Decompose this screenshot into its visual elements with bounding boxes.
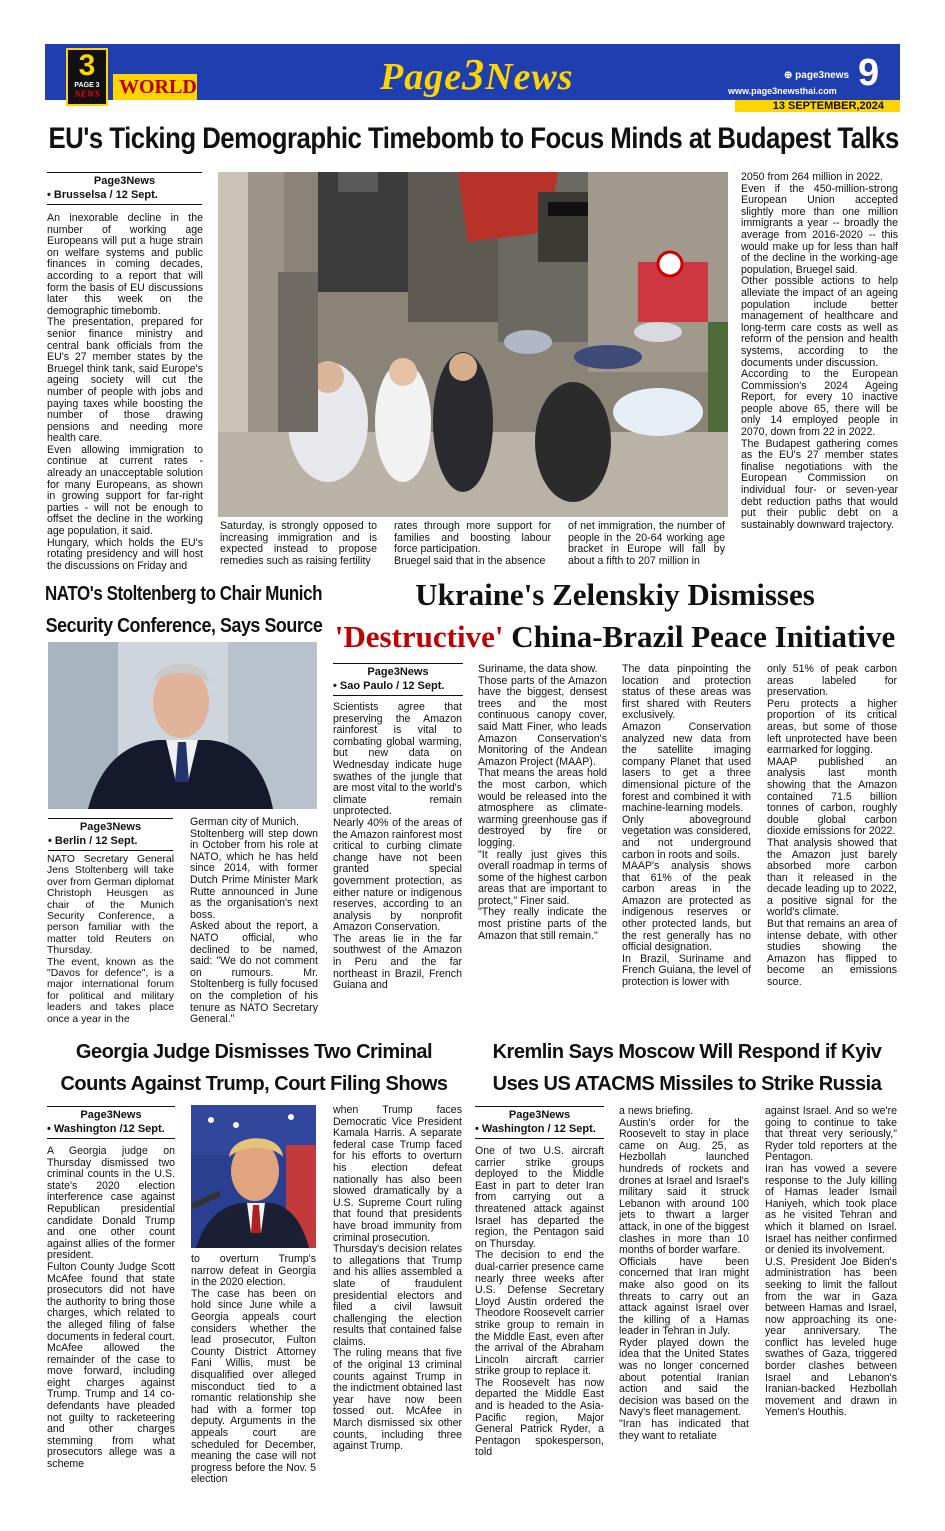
article3-headline-line2 [330, 616, 900, 658]
article1-col3: rates through more support for families and boosting labour force participation. Bruegel said that in the absence [394, 521, 551, 567]
article1-dateline: • Brusselsa / 12 Sept. [47, 188, 202, 205]
page3-logo [66, 48, 108, 106]
website-url: www.page3newsthai.com [728, 86, 837, 96]
article3-col2: Suriname, the data show. Those parts of the Amazon have the biggest, densest trees and the most continuous canopy cover, said Matt Finer, who leads Amazon Conservation's Monitoring of the Andean Amazon Project (MAAP). That means the areas hold the most carbon, which would be released into the atmosphere as climate-warming greenhouse gas if destroyed by fire or logging. "It really just gives this overall roadmap in terms of some of the highest carbon areas that are important to protect," Finer said. "They really indicate the most pristine parts of the Amazon that still remain." [478, 664, 607, 942]
article3-source: Page3News [333, 663, 463, 679]
handle-text: page3news [795, 70, 850, 81]
article4-photo [191, 1105, 316, 1248]
article5-headline-line1: Kremlin Says Moscow Will Respond if Kyiv [492, 1041, 882, 1063]
article5-headline [478, 1036, 896, 1100]
article4-source: Page3News [47, 1106, 175, 1122]
article4-col1: A Georgia judge on Thursday dismissed two criminal counts in the U.S. state's 2020 election interference case against Republican presidential candidate Donald Trump and one other count against allies of the former president. Fulton County Judge Scott McAfee found that state prosecutors did not have the authority to bring those charges, which related to the alleged filing of false documents in federal court. McAfee allowed the remainder of the case to move forward, including eight charges against Trump. Trump and 14 co-defendants have pleaded not guilty to racketeering and other charges stemming from what prosecutors allege was a scheme [47, 1146, 175, 1471]
article4-headline-line2: Counts Against Trump, Court Filing Shows [60, 1073, 448, 1095]
article5-col2: a news briefing. Austin's order for the Roosevelt to stay in place came on Aug. 25, as Hezbollah launched hundreds of rockets and drones at Israel and Israel's military said it struck Lebanon with around 100 jets to thwart a larger attack, in one of the biggest clashes in more than 10 months of border warfare. Officials have been concerned that Iran might make also good on its threats to carry out an attack against Israel over the killing of a Hamas leader in Tehran in July. Ryder played down the idea that the United States was no longer concerned about potential Iranian action and said the decision was based on the Navy's fleet management. "Iran has indicated that they want to retaliate [619, 1106, 749, 1442]
article3-headline-red: 'Destructive' [334, 619, 504, 654]
article2-col1: NATO Secretary General Jens Stoltenberg will take over from German diplomat Christoph Heusgen as chair of the Munich Security Conference, a person familiar with the matter told Reuters on Thursday. The event, known as the "Davos for defence", is a major international forum for political and military leaders and takes place once a year in the [47, 854, 174, 1025]
article1-col1: An inexorable decline in the number of working age Europeans will put a huge strain on welfare systems and public finances in coming decades, according to a report that will form the basis of EU discussions later this week on the demographic timebomb. The presentation, prepared for senior finance ministry and central bank officials from the EU's 27 member states by the Bruegel think tank, said Europe's ageing society will cut the number of people with jobs and paying taxes while boosting the number of those drawing pensions and needing more health care. Even allowing immigration to continue at current rates - already an unacceptable solution for many Europeans, as shown in growing support for far-right parties - will not be enough to offset the decline in the working age population, it said. Hungary, which holds the EU's rotating presidency and will host the discussions on Friday and [47, 213, 203, 572]
issue-date: 13 SEPTEMBER,2024 [735, 100, 900, 112]
article3-dateline: • Sao Paulo / 12 Sept. [333, 679, 463, 696]
article5-col3: against Israel. And so we're going to continue to take that threat very seriously," Ryder told reporters at the Pentagon. Iran has vowed a severe response to the July killing of Hamas leader Ismail Haniyeh, which took place as he visited Tehran and which it blamed on Israel. Israel has neither confirmed or denied its involvement. U.S. President Joe Biden's administration has been seeking to limit the fallout from the war in Gaza between Hamas and Israel, now approaching its one-year anniversary. The conflict has leveled huge swathes of Gaza, triggered border clashes between Israel and Lebanon's Iranian-backed Hezbollah movement and drawn in Yemen's Houthis. [765, 1106, 897, 1419]
article2-headline [45, 578, 322, 642]
article1-col4: of net immigration, the number of people in the 20-64 working age bracket in Europe will fall by about a fifth to 207 million in [568, 521, 725, 567]
article5-col1: One of two U.S. aircraft carrier strike groups deployed to the Middle East in part to deter Iran from carrying out a threatened attack against Israel has departed the region, the Pentagon said on Thursday. The decision to end the dual-carrier presence came nearly three weeks after U.S. Defense Secretary Lloyd Austin ordered the Theodore Roosevelt carrier strike group to remain in the Middle East, even after the arrival of the Abraham Lincoln aircraft carrier strike group to replace it. The Roosevelt has now departed the Middle East and is headed to the Asia-Pacific region, Major General Patrick Ryder, a Pentagon spokesperson, told [475, 1146, 604, 1459]
brand-left: Page [380, 56, 463, 98]
article2-headline-line1: NATO's Stoltenberg to Chair Munich [45, 583, 323, 605]
globe-icon: ⊕ [784, 70, 796, 81]
brand-right: News [485, 56, 574, 98]
article5-dateline: • Washington / 12 Sept. [475, 1122, 604, 1139]
article5-source: Page3News [475, 1106, 604, 1122]
logo-sub: PAGE 3 [74, 82, 100, 89]
article1-col2: Saturday, is strongly opposed to increasing immigration and is expected instead to propose remedies such as raising fertility [220, 521, 377, 567]
article3-col4: only 51% of peak carbon areas labeled for preservation. Peru protects a higher proportion of its critical areas, but some of those left unprotected have been earmarked for logging. MAAP published an analysis last month showing that the Amazon contained 71.5 billion tonnes of carbon, roughly double global carbon dioxide emissions for 2022. That analysis showed that the Amazon just barely absorbed more carbon than it released in the decade leading up to 2022, a positive signal for the world's climate. But that remains an area of intense debate, with other studies showing the Amazon has flipped to become an emissions source. [767, 664, 897, 989]
article4-dateline: • Washington /12 Sept. [47, 1122, 175, 1139]
article4-col2: to overturn Trump's narrow defeat in Georgia in the 2020 election. The case has been on hold since June while a Georgia appeals court considers whether the lead prosecutor, Fulton County District Attorney Fani Willis, must be disqualified over alleged misconduct tied to a romantic relationship she had with a former top deputy. Arguments in the appeals court are scheduled for December, meaning the case will not progress before the Nov. 5 election [191, 1254, 316, 1486]
article5-byline [475, 1106, 604, 1139]
page-number: 9 [858, 52, 880, 94]
article2-dateline: • Berlin / 12 Sept. [48, 834, 173, 851]
article4-headline [45, 1036, 463, 1100]
article1-photo [218, 172, 728, 517]
article2-headline-line2: Security Conference, Says Source [45, 615, 322, 637]
article4-col3: when Trump faces Democratic Vice President Kamala Harris. A separate federal case Trump faced for his efforts to overturn his election defeat nationally has also been slowed dramatically by a U.S. Supreme Court ruling that found that presidents have broad immunity from criminal prosecution. Thursday's decision relates to allegations that Trump and his allies assembled a slate of fraudulent presidential electors and filed a civil lawsuit challenging the election results that contained false claims. The ruling means that five of the original 13 criminal counts against Trump in the indictment obtained last year have now been tossed out. McAfee in March dismissed six other counts, including three against Trump. [333, 1105, 462, 1453]
brand-name [380, 49, 574, 100]
article2-col2: German city of Munich. Stoltenberg will step down in October from his role at NATO, which he has held since 2014, with former Dutch Prime Minister Mark Rutte announced in June as the organisation's next boss. Asked about the report, a NATO official, who declined to be named, said: "We do not comment on rumours. Mr. Stoltenberg is fully focused on the completion of his tenure as NATO Secretary General." [190, 817, 318, 1026]
article5-headline-line2: Uses US ATACMS Missiles to Strike Russia [492, 1073, 882, 1095]
social-handle [784, 70, 849, 81]
article1-headline: EU's Ticking Demographic Timebomb to Focus Minds at Budapest Talks [48, 122, 899, 155]
article2-source: Page3News [48, 818, 173, 834]
article3-headline [330, 574, 900, 658]
article3-col1: Scientists agree that preserving the Amazon rainforest is vital to combating global warming, but new data on Wednesday indicate huge swathes of the jungle that are most vital to the world's climate remain unprotected. Nearly 40% of the areas of the Amazon rainforest most critical to curbing climate change have not been granted special government protection, as either nature or indigenous reserves, according to an analysis by nonprofit Amazon Conservation. The areas lie in the far southwest of the Amazon in Peru and the far northeast in Brazil, French Guiana and [333, 702, 462, 992]
article1-byline [47, 172, 202, 205]
article2-photo [48, 642, 317, 809]
article1-source: Page3News [47, 172, 202, 188]
section-label: WORLD [113, 74, 197, 100]
brand-number: 3 [462, 50, 486, 99]
article3-col3: The data pinpointing the location and protection status of these areas was first shared with Reuters exclusively. Amazon Conservation analyzed new data from the satellite imaging company Planet that used lasers to get a three dimensional picture of the forest and combined it with machine-learning models. Only aboveground vegetation was considered, and not underground carbon in roots and soils. MAAP's analysis shows that 61% of the peak carbon areas in the Amazon are protected as indigenous reserves or other protected lands, but the rest generally has no official designation. In Brazil, Suriname and French Guiana, the level of protection is lower with [622, 664, 751, 989]
logo-tag: NEWS [74, 89, 100, 99]
article3-headline-line1: Ukraine's Zelenskiy Dismisses [415, 577, 815, 612]
article4-headline-line1: Georgia Judge Dismisses Two Criminal [75, 1041, 433, 1063]
article1-col5: 2050 from 264 million in 2022. Even if the 450-million-strong European Union accepted slightly more than one million immigrants a year -- broadly the average from 2016-2020 -- this would make up for less than half of the decline in the working-age population, Bruegel said. Other possible actions to help alleviate the impact of an ageing population include better management of healthcare and long-term care costs as well as reform of the pension and health systems, according to the documents under discussion. According to the European Commission's 2024 Ageing Report, for every 10 inactive people above 65, there will be only 14 employed people in 2070, down from 22 in 2022. The Budapest gathering comes as the EU's 27 member states finalise negotiations with the European Commission on individual four- or seven-year debt reduction paths that would put their public debt on a sustainably downward trajectory. [741, 172, 898, 531]
article3-byline [333, 663, 463, 696]
logo-number: 3 [78, 49, 96, 82]
article2-byline [48, 818, 173, 851]
article3-headline-rest: China-Brazil Peace Initiative [503, 619, 896, 654]
article4-byline [47, 1106, 175, 1139]
